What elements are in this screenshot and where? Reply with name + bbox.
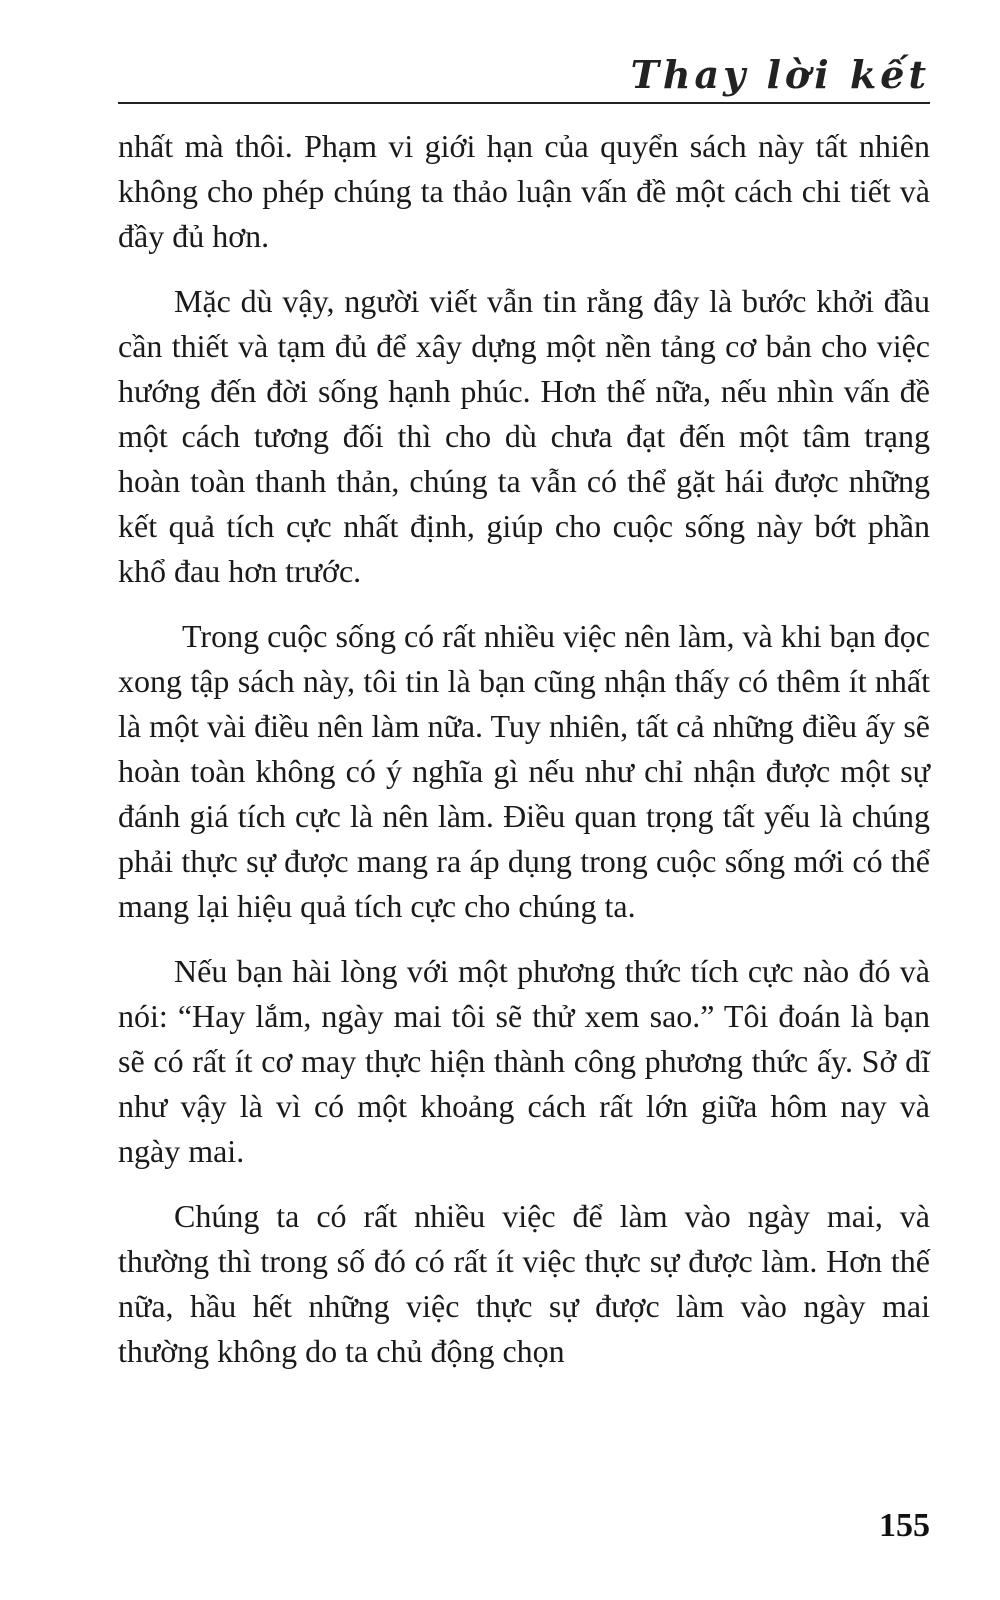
paragraph-1: nhất mà thôi. Phạm vi giới hạn của quyển sách này tất nhiên không cho phép chúng ta thảo luận vấn đề một cách chi tiết và đầy đủ hơn. [118, 128, 930, 254]
running-header-title: Thay lời kết [630, 52, 930, 97]
paragraph-5: Chúng ta có rất nhiều việc để làm vào ngày mai, và thường thì trong số đó có rất ít việc thực sự được làm. Hơn thế nữa, hầu hết những việc thực sự được làm vào ngày mai thường không do ta chủ động chọn [118, 1198, 930, 1369]
header-divider [118, 102, 930, 104]
paragraph-3: Trong cuộc sống có rất nhiều việc nên làm, và khi bạn đọc xong tập sách này, tôi tin là bạn cũng nhận thấy có thêm ít nhất là một vài điều nên làm nữa. Tuy nhiên, tất cả những điều ấy sẽ hoàn toàn không có ý nghĩa gì nếu như chỉ nhận được một sự đánh giá tích cực là nên làm. Điều quan trọng tất yếu là chúng phải thực sự được mang ra áp dụng trong cuộc sống mới có thể mang lại hiệu quả tích cực cho chúng ta. [118, 618, 930, 924]
body-text [118, 124, 930, 1394]
paragraph-2: Mặc dù vậy, người viết vẫn tin rằng đây là bước khởi đầu cần thiết và tạm đủ để xây dựng một nền tảng cơ bản cho việc hướng đến đời sống hạnh phúc. Hơn thế nữa, nếu nhìn vấn đề một cách tương đối thì cho dù chưa đạt đến một tâm trạng hoàn toàn thanh thản, chúng ta vẫn có thể gặt hái được những kết quả tích cực nhất định, giúp cho cuộc sống này bớt phần khổ đau hơn trước. [118, 283, 930, 589]
paragraph-4: Nếu bạn hài lòng với một phương thức tích cực nào đó và nói: “Hay lắm, ngày mai tôi sẽ thử xem sao.” Tôi đoán là bạn sẽ có rất ít cơ may thực hiện thành công phương thức ấy. Sở dĩ như vậy là vì có một khoảng cách rất lớn giữa hôm nay và ngày mai. [118, 953, 930, 1169]
page-number: 155 [879, 1507, 930, 1544]
book-page [118, 0, 930, 1600]
